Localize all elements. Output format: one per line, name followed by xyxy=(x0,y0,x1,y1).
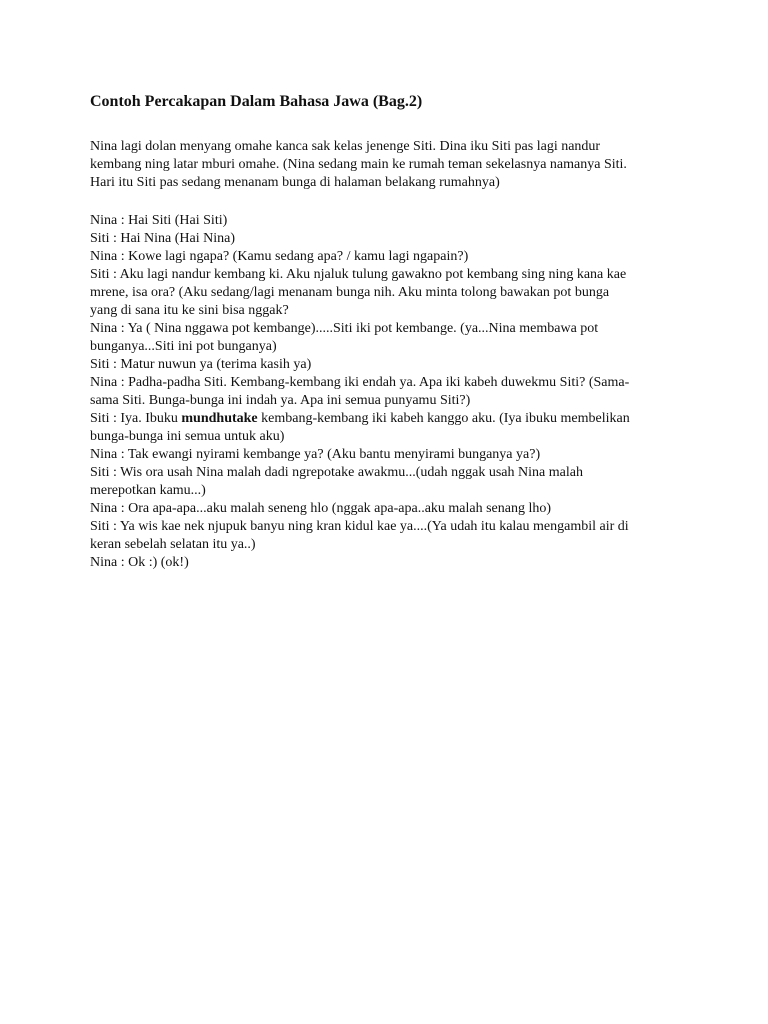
dialogue-line: bunganya...Siti ini pot bunganya) xyxy=(90,339,277,354)
dialogue-text: Siti : Iya. Ibuku xyxy=(90,411,182,426)
dialogue-line: Nina : Ya ( Nina nggawa pot kembange).....Siti iki pot kembange. (ya...Nina membawa pot xyxy=(90,321,599,336)
dialogue-text: kembang-kembang iki kabeh kanggo aku. (Iya ibuku membelikan xyxy=(257,411,630,426)
dialogue-line: merepotkan kamu...) xyxy=(90,483,206,498)
document-title: Contoh Percakapan Dalam Bahasa Jawa (Bag.2) xyxy=(90,93,423,110)
dialogue-line: mrene, isa ora? (Aku sedang/lagi menanam bunga nih. Aku minta tolong bawakan pot bunga xyxy=(90,285,610,300)
dialogue-line: Nina : Tak ewangi nyirami kembange ya? (Aku bantu menyirami bunganya ya?) xyxy=(90,447,541,462)
dialogue-line-with-bold xyxy=(90,410,680,428)
dialogue-line: Nina : Ora apa-apa...aku malah seneng hlo (nggak apa-apa..aku malah senang lho) xyxy=(90,501,552,516)
intro-line: kembang ning latar mburi omahe. (Nina sedang main ke rumah teman sekelasnya namanya Siti. xyxy=(90,157,627,172)
dialogue-line: Nina : Hai Siti (Hai Siti) xyxy=(90,213,228,228)
dialogue-line: sama Siti. Bunga-bunga ini indah ya. Apa ini semua punyamu Siti?) xyxy=(90,393,471,408)
dialogue-block xyxy=(90,212,680,572)
dialogue-line: bunga-bunga ini semua untuk aku) xyxy=(90,429,285,444)
dialogue-line: Nina : Kowe lagi ngapa? (Kamu sedang apa? / kamu lagi ngapain?) xyxy=(90,249,469,264)
dialogue-line: yang di sana itu ke sini bisa nggak? xyxy=(90,303,289,318)
dialogue-line: Nina : Ok :) (ok!) xyxy=(90,555,189,570)
bold-word: mundhutake xyxy=(181,411,258,426)
intro-line: Hari itu Siti pas sedang menanam bunga di halaman belakang rumahnya) xyxy=(90,175,500,190)
dialogue-line: Siti : Ya wis kae nek njupuk banyu ning kran kidul kae ya....(Ya udah itu kalau mengambil air di xyxy=(90,519,629,534)
document-page xyxy=(90,92,680,572)
dialogue-line: Siti : Matur nuwun ya (terima kasih ya) xyxy=(90,357,312,372)
dialogue-line: Siti : Wis ora usah Nina malah dadi ngrepotake awakmu...(udah nggak usah Nina malah xyxy=(90,465,583,480)
intro-paragraph xyxy=(90,138,680,192)
dialogue-line: keran sebelah selatan itu ya..) xyxy=(90,537,256,552)
dialogue-line: Siti : Hai Nina (Hai Nina) xyxy=(90,231,236,246)
dialogue-line: Nina : Padha-padha Siti. Kembang-kembang iki endah ya. Apa iki kabeh duwekmu Siti? (Sama- xyxy=(90,375,630,390)
dialogue-line: Siti : Aku lagi nandur kembang ki. Aku njaluk tulung gawakno pot kembang sing ning kana kae xyxy=(90,267,627,282)
intro-line: Nina lagi dolan menyang omahe kanca sak kelas jenenge Siti. Dina iku Siti pas lagi nandur xyxy=(90,139,601,154)
